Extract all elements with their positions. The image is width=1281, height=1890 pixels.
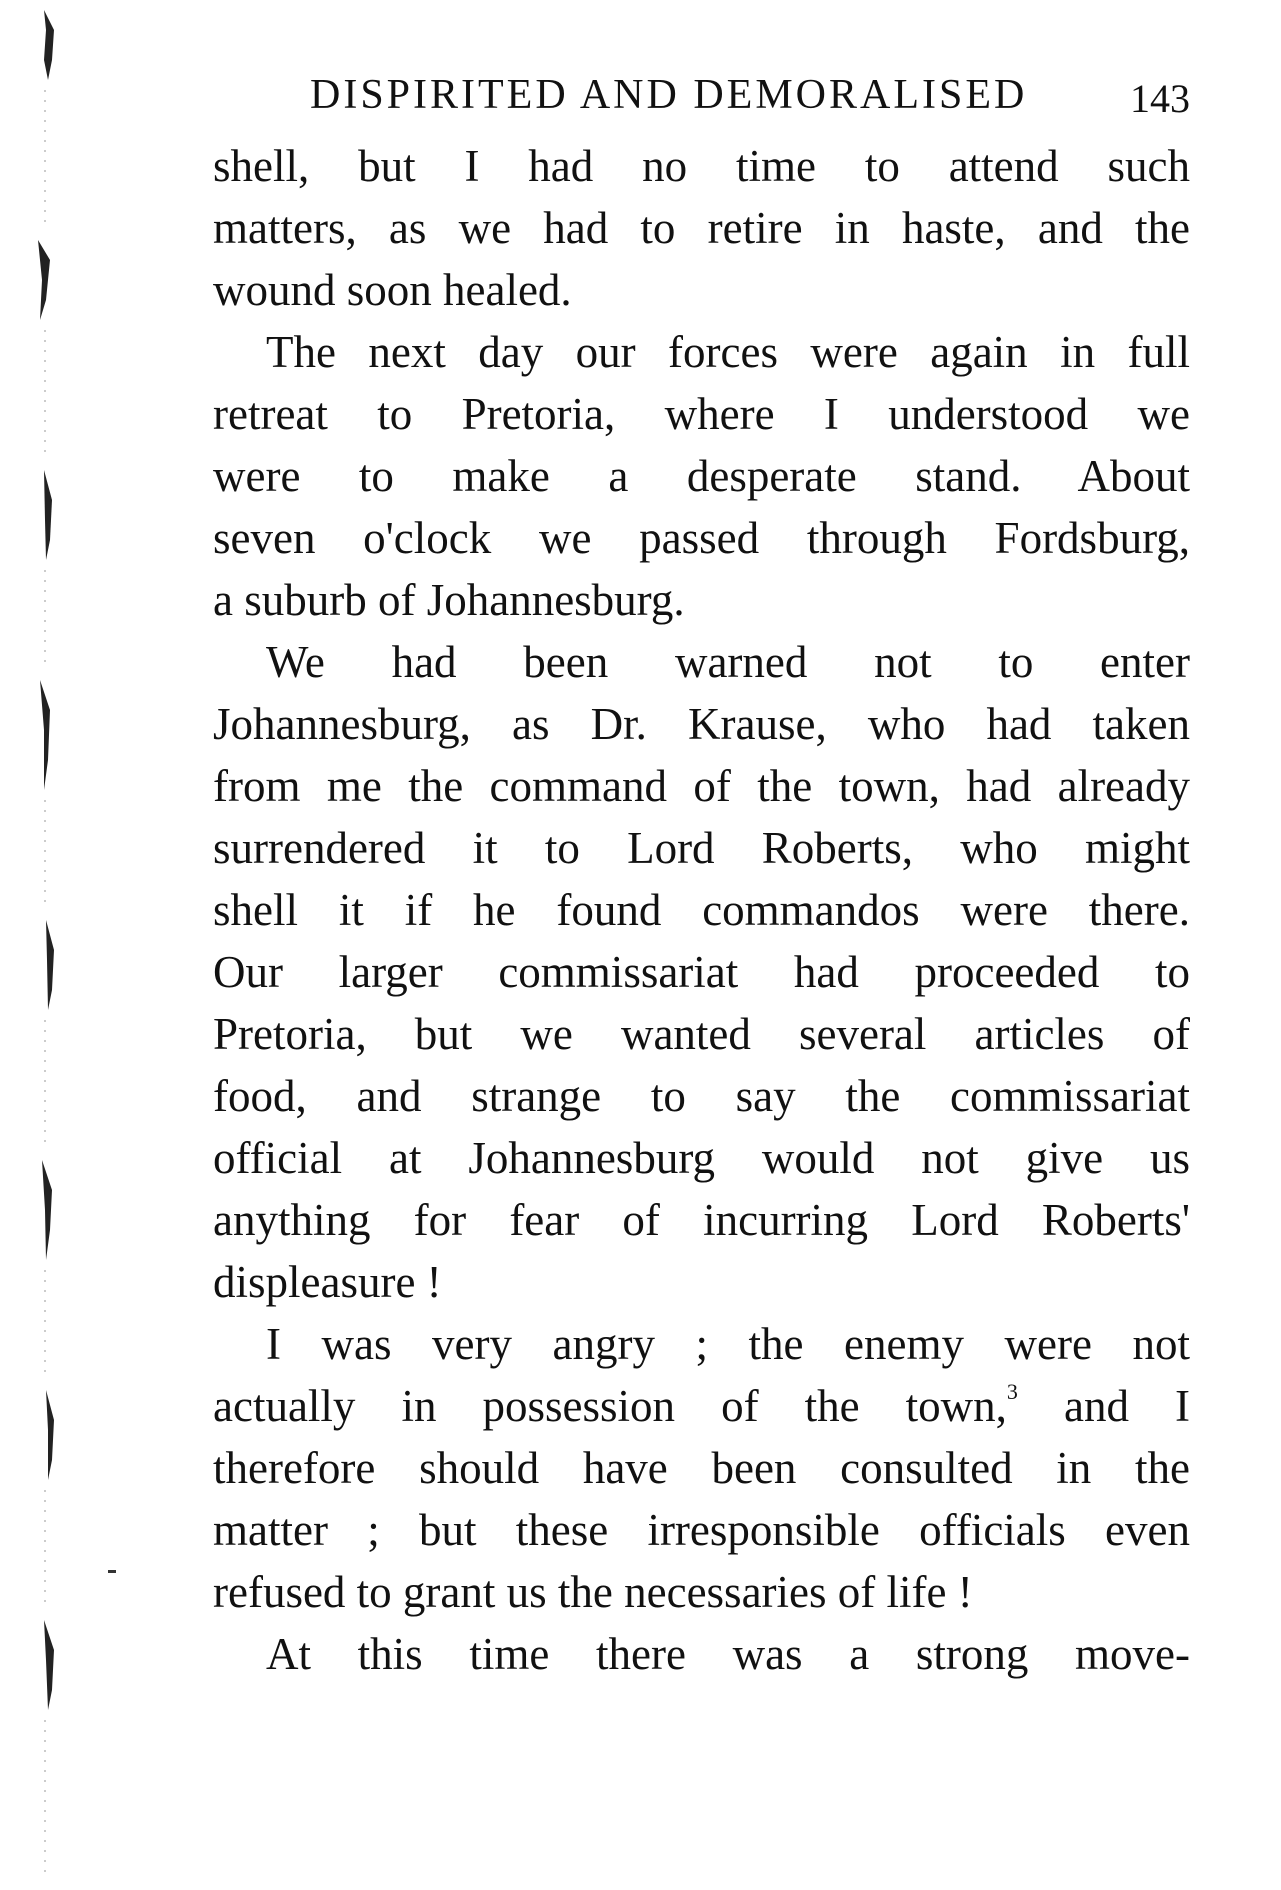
- text-segment: and I: [1017, 1381, 1190, 1431]
- text-line: shell, but I had no time to attend such: [213, 141, 1190, 191]
- binding-edge-shadow: [0, 0, 120, 1890]
- text-line: matters, as we had to retire in haste, and the: [213, 203, 1190, 253]
- paragraph-first-line: At this time there was a strong move-: [266, 1629, 1190, 1679]
- text-line: a suburb of Johannesburg.: [213, 575, 685, 625]
- text-line: food, and strange to say the commissariat: [213, 1071, 1190, 1121]
- paragraph-first-line: I was very angry ; the enemy were not: [266, 1319, 1190, 1369]
- text-line: shell it if he found commandos were there.: [213, 885, 1190, 935]
- paragraph-first-line: The next day our forces were again in full: [266, 327, 1190, 377]
- text-line: seven o'clock we passed through Fordsburg,: [213, 513, 1190, 563]
- text-line: Johannesburg, as Dr. Krause, who had taken: [213, 699, 1190, 749]
- page-header: [310, 70, 1190, 120]
- text-line: Our larger commissariat had proceeded to: [213, 947, 1190, 997]
- text-line: matter ; but these irresponsible officials even: [213, 1505, 1190, 1555]
- text-segment: actually in possession of the town,: [213, 1381, 1007, 1431]
- text-line: displeasure !: [213, 1257, 442, 1307]
- text-line: anything for fear of incurring Lord Roberts': [213, 1195, 1190, 1245]
- text-line-with-footnote: [213, 1375, 1190, 1437]
- text-line: wound soon healed.: [213, 265, 572, 315]
- paragraph-first-line: We had been warned not to enter: [266, 637, 1190, 687]
- text-line: refused to grant us the necessaries of life !: [213, 1567, 973, 1617]
- text-line: retreat to Pretoria, where I understood we: [213, 389, 1190, 439]
- text-line: therefore should have been consulted in the: [213, 1443, 1190, 1493]
- text-line: were to make a desperate stand. About: [213, 451, 1190, 501]
- text-line: surrendered it to Lord Roberts, who might: [213, 823, 1190, 873]
- text-line: Pretoria, but we wanted several articles of: [213, 1009, 1190, 1059]
- footnote-reference: 3: [1006, 1379, 1018, 1404]
- text-line: official at Johannesburg would not give us: [213, 1133, 1190, 1183]
- running-head: DISPIRITED AND DEMORALISED: [310, 72, 1028, 118]
- body-text: [213, 135, 1190, 1685]
- page-number: 143: [1130, 76, 1190, 121]
- text-line: from me the command of the town, had already: [213, 761, 1190, 811]
